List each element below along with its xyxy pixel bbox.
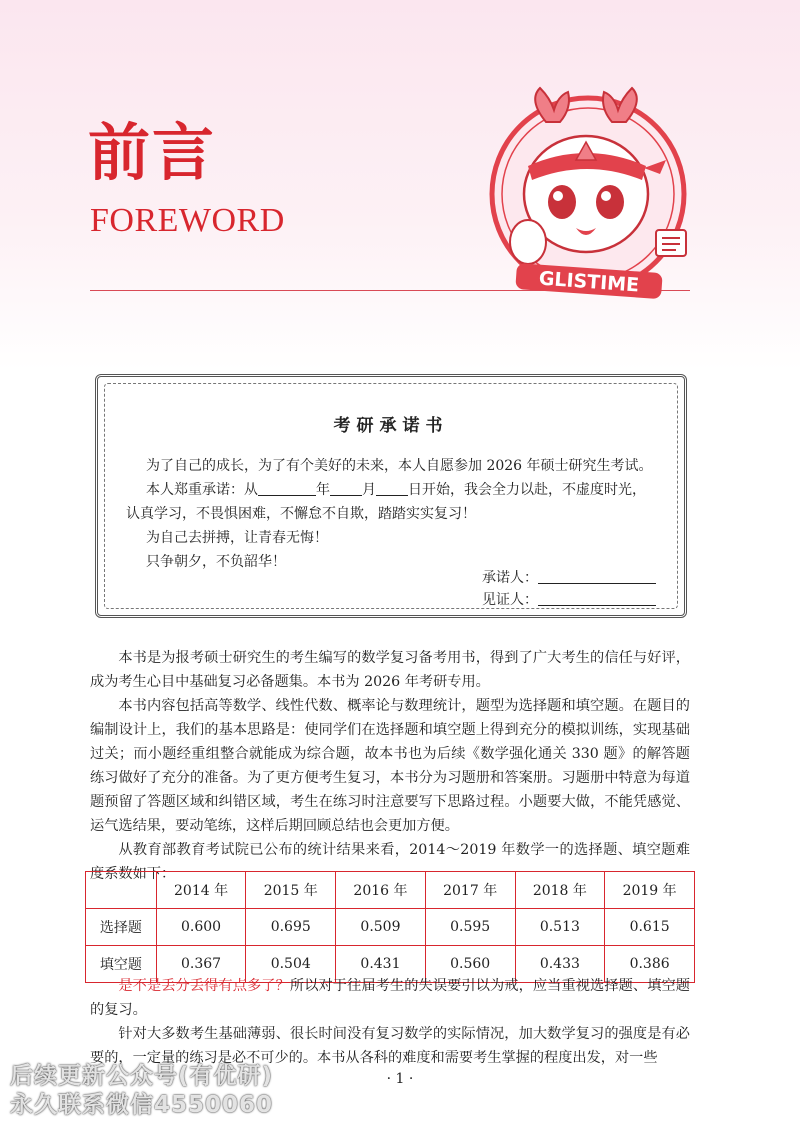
table-header-cell: 2015 年 (246, 872, 336, 909)
pledge-year-label: 年 (316, 482, 330, 498)
table-cell: 0.695 (246, 909, 336, 946)
table-header-cell: 2017 年 (425, 872, 515, 909)
table-cell: 0.367 (156, 946, 246, 983)
paragraph-5: 针对大多数考生基础薄弱、很长时间没有复习数学的实际情况，加大数学复习的强度是有必要的，一定量的练习是必不可少的。本书从各科的难度和需要考生掌握的程度出发，对一些 (90, 1026, 690, 1066)
witness-row (482, 589, 656, 609)
table-header-cell: 2019 年 (605, 872, 695, 909)
body-paragraphs-1 (90, 646, 690, 886)
paragraph-3: 从教育部教育考试院已公布的统计结果来看，2014～2019 年数学一的选择题、填空题难度系数如下： (90, 842, 690, 882)
highlight-question: 是不是丢分丢得有点多了？ (118, 978, 290, 994)
watermark-line-1: 后续更新公众号(有优研) (10, 1063, 274, 1089)
difficulty-table (85, 871, 695, 983)
paragraph-2: 本书内容包括高等数学、线性代数、概率论与数理统计，题型为选择题和填空题。在题目的编制设计上，我们的基本思路是：使同学们在选择题和填空题上得到充分的模拟训练，实现基础过关；而小题经重组整合就能成为综合题，故本书也为后续《数学强化通关 330 题》的解答题练习做好了充分的准备。为了更方便考生复习，本书分为习题册和答案册。习题册中特意为每道题预留了答题区域和纠错区域，考生在练习时注意要写下思路过程。小题要大做，不能凭感觉、运气选结果，要动笔练，这样后期回顾总结也会更加方便。 (90, 698, 690, 834)
pledge-line-3: 认真学习，不畏惧困难，不懈怠不自欺，踏踏实实复习！ (126, 506, 476, 522)
table-cell: 0.433 (515, 946, 605, 983)
table-header-cell: 2014 年 (156, 872, 246, 909)
witness-label: 见证人： (482, 592, 538, 608)
pledge-line-1: 为了自己的成长，为了有个美好的未来，本人自愿参加 2026 年硕士研究生考试。 (146, 458, 653, 474)
day-blank[interactable] (376, 481, 408, 496)
table-cell: 0.595 (425, 909, 515, 946)
table-row-label: 填空题 (86, 946, 157, 983)
page-title: 前言 (88, 116, 217, 189)
pledge-box (95, 374, 687, 618)
mascot-illustration (488, 82, 698, 306)
table-cell: 0.615 (605, 909, 695, 946)
paragraph-4-rest: 所以对于往届考生的失误要引以为戒，应当重视选择题、填空题的复习。 (90, 978, 690, 1018)
table-header-cell: 2016 年 (336, 872, 426, 909)
paragraph-4 (90, 974, 690, 1022)
table-cell: 0.513 (515, 909, 605, 946)
page-subtitle: FOREWORD (90, 202, 285, 239)
table-cell: 0.600 (156, 909, 246, 946)
body-paragraphs-2 (90, 974, 690, 1070)
table-cell: 0.504 (246, 946, 336, 983)
pledge-line-5: 只争朝夕，不负韶华！ (146, 554, 286, 570)
paragraph-1: 本书是为报考硕士研究生的考生编写的数学复习备考用书，得到了广大考生的信任与好评，成为考生心目中基础复习必备题集。本书为 2026 年考研专用。 (90, 650, 690, 690)
pledge-line-2-prefix: 本人郑重承诺：从 (146, 482, 258, 498)
witness-blank[interactable] (538, 591, 656, 606)
mascot-label: GLISTIME (538, 267, 640, 297)
table-row (86, 909, 695, 946)
pledge-title: 考研承诺书 (333, 416, 449, 436)
table-cell: 0.509 (336, 909, 426, 946)
signer-row (482, 567, 656, 587)
table-cell: 0.560 (425, 946, 515, 983)
table-header-cell (86, 872, 157, 909)
table-row-label: 选择题 (86, 909, 157, 946)
month-blank[interactable] (330, 481, 362, 496)
pledge-line-4: 为自己去拼搏，让青春无悔！ (146, 530, 328, 546)
watermark-line-2: 永久联系微信4550060 (10, 1092, 274, 1118)
signer-blank[interactable] (538, 569, 656, 584)
page-number: · 1 · (386, 1071, 414, 1087)
table-cell: 0.386 (605, 946, 695, 983)
table-header-cell: 2018 年 (515, 872, 605, 909)
pledge-line-2 (146, 479, 646, 499)
pledge-month-label: 月 (362, 482, 376, 498)
pledge-line-2-suffix: 日开始，我会全力以赴，不虚度时光， (408, 482, 646, 498)
year-blank[interactable] (258, 481, 316, 496)
table-cell: 0.431 (336, 946, 426, 983)
signer-label: 承诺人： (482, 570, 538, 586)
table-header-row (86, 872, 695, 909)
